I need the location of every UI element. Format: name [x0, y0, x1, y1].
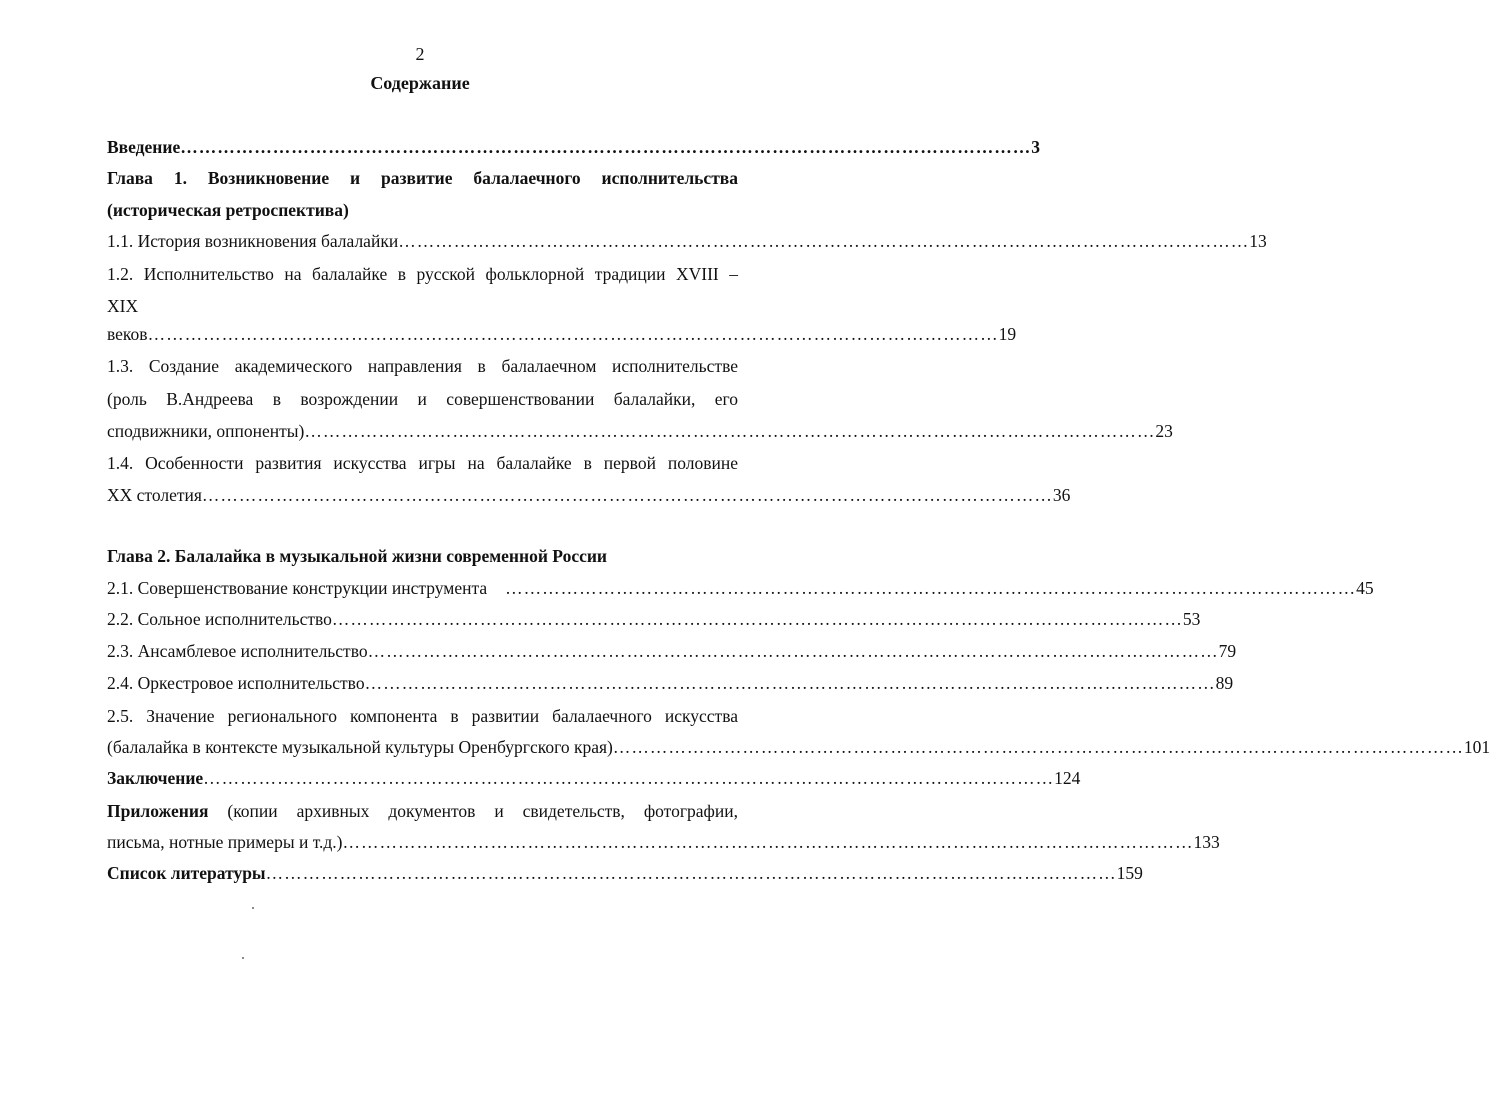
toc-entry-text: 2.1. Совершенствование конструкции инструмента: [107, 578, 488, 598]
toc-entry-1-3-line2: (роль В.Андреева в возрождении и совершенствовании балалайки, его: [107, 389, 738, 409]
toc-entry-text: сподвижники, оппоненты): [107, 421, 305, 441]
toc-entry-2-3[interactable]: [107, 639, 1237, 663]
toc-chapter-1[interactable]: Глава 1. Возникновение и развитие балалаечного исполнительства: [107, 168, 738, 188]
scan-speck: [242, 957, 244, 959]
toc-page-number: 36: [1052, 485, 1071, 505]
toc-entry-1-4-line2: [107, 483, 1071, 507]
toc-entry-appendix[interactable]: [107, 799, 738, 823]
toc-chapter-1-line2: (историческая ретроспектива): [107, 200, 349, 220]
toc-entry-conclusion[interactable]: [107, 766, 1081, 790]
leader-dots: …………………………………………………………………………………………………………………………: [203, 768, 1055, 788]
toc-entry-text: 2.4. Оркестровое исполнительство: [107, 673, 365, 693]
toc-entry-1-2[interactable]: 1.2. Исполнительство на балалайке в русской фольклорной традиции XVIII –: [107, 264, 738, 284]
toc-entry-1-3-line3: [107, 419, 1173, 443]
toc-entry-2-5-line2: [107, 735, 1490, 759]
toc-entry-text: Заключение: [107, 768, 204, 788]
toc-entry-appendix-line2: [107, 830, 1220, 854]
toc-page-number: 133: [1193, 832, 1220, 852]
toc-entry-text: 2.2. Сольное исполнительство: [107, 609, 332, 629]
leader-dots: …………………………………………………………………………………………………………………………: [342, 832, 1194, 852]
toc-entry-text: Список литературы: [107, 863, 266, 883]
toc-entry-intro[interactable]: [107, 135, 1040, 159]
leader-dots: …………………………………………………………………………………………………………………………: [364, 673, 1216, 693]
page-title: Содержание: [370, 73, 470, 93]
toc-page-number: 23: [1155, 421, 1173, 441]
toc-entry-1-4[interactable]: 1.4. Особенности развития искусства игры на балалайке в первой половине: [107, 453, 738, 473]
toc-entry-1-1[interactable]: [107, 229, 1267, 253]
toc-entry-text: письма, нотные примеры и т.д.): [107, 832, 343, 852]
toc-page-number: 159: [1116, 863, 1143, 883]
toc-entry-1-3[interactable]: 1.3. Создание академического направления в балалаечном исполнительстве: [107, 356, 738, 376]
leader-dots: …………………………………………………………………………………………………………………………: [331, 609, 1183, 629]
toc-page-number: 3: [1031, 137, 1040, 157]
toc-page-number: 124: [1054, 768, 1081, 788]
scan-speck: [252, 907, 254, 909]
toc-entry-literature[interactable]: [107, 861, 1143, 885]
leader-dots: …………………………………………………………………………………………………………………………: [505, 578, 1357, 598]
leader-dots: …………………………………………………………………………………………………………………………: [398, 231, 1250, 251]
toc-entry-1-2-line3: [107, 322, 1017, 346]
toc-entry-text: 2.3. Ансамблевое исполнительство: [107, 641, 368, 661]
toc-page-number: 45: [1356, 578, 1374, 598]
leader-dots: …………………………………………………………………………………………………………………………: [147, 324, 999, 344]
leader-dots: …………………………………………………………………………………………………………………………: [304, 421, 1156, 441]
leader-dots: …………………………………………………………………………………………………………………………: [180, 137, 1032, 157]
toc-entry-text: (балалайка в контексте музыкальной культуры Оренбургского края): [107, 737, 613, 757]
toc-entry-text: (копии архивных документов и свидетельств, фотографии,: [208, 801, 738, 821]
toc-entry-2-2[interactable]: [107, 607, 1201, 631]
leader-dots: …………………………………………………………………………………………………………………………: [265, 863, 1117, 883]
toc-entry-2-1[interactable]: [107, 576, 1374, 600]
toc-entry-text: 1.1. История возникновения балалайки: [107, 231, 399, 251]
toc-chapter-2[interactable]: Глава 2. Балалайка в музыкальной жизни современной России: [107, 546, 608, 566]
toc-page-number: 13: [1249, 231, 1267, 251]
toc-entry-2-5[interactable]: 2.5. Значение регионального компонента в развитии балалаечного искусства: [107, 706, 738, 726]
leader-dots: …………………………………………………………………………………………………………………………: [612, 737, 1464, 757]
toc-page-number: 53: [1182, 609, 1201, 629]
page-number: 2: [415, 44, 425, 64]
leader-dots: …………………………………………………………………………………………………………………………: [367, 641, 1219, 661]
toc-page-number: 79: [1218, 641, 1237, 661]
toc-page-number: 89: [1215, 673, 1234, 693]
toc-entry-1-2-line2: XIX: [107, 296, 139, 316]
toc-entry-bold-text: Приложения: [107, 801, 209, 821]
toc-page-number: 19: [998, 324, 1017, 344]
toc-page-number: 101: [1463, 737, 1490, 757]
toc-entry-text: веков: [107, 324, 148, 344]
leader-dots: …………………………………………………………………………………………………………………………: [201, 485, 1053, 505]
toc-entry-text: Введение: [107, 137, 181, 157]
toc-entry-text: XX столетия: [107, 485, 202, 505]
toc-entry-2-4[interactable]: [107, 671, 1234, 695]
